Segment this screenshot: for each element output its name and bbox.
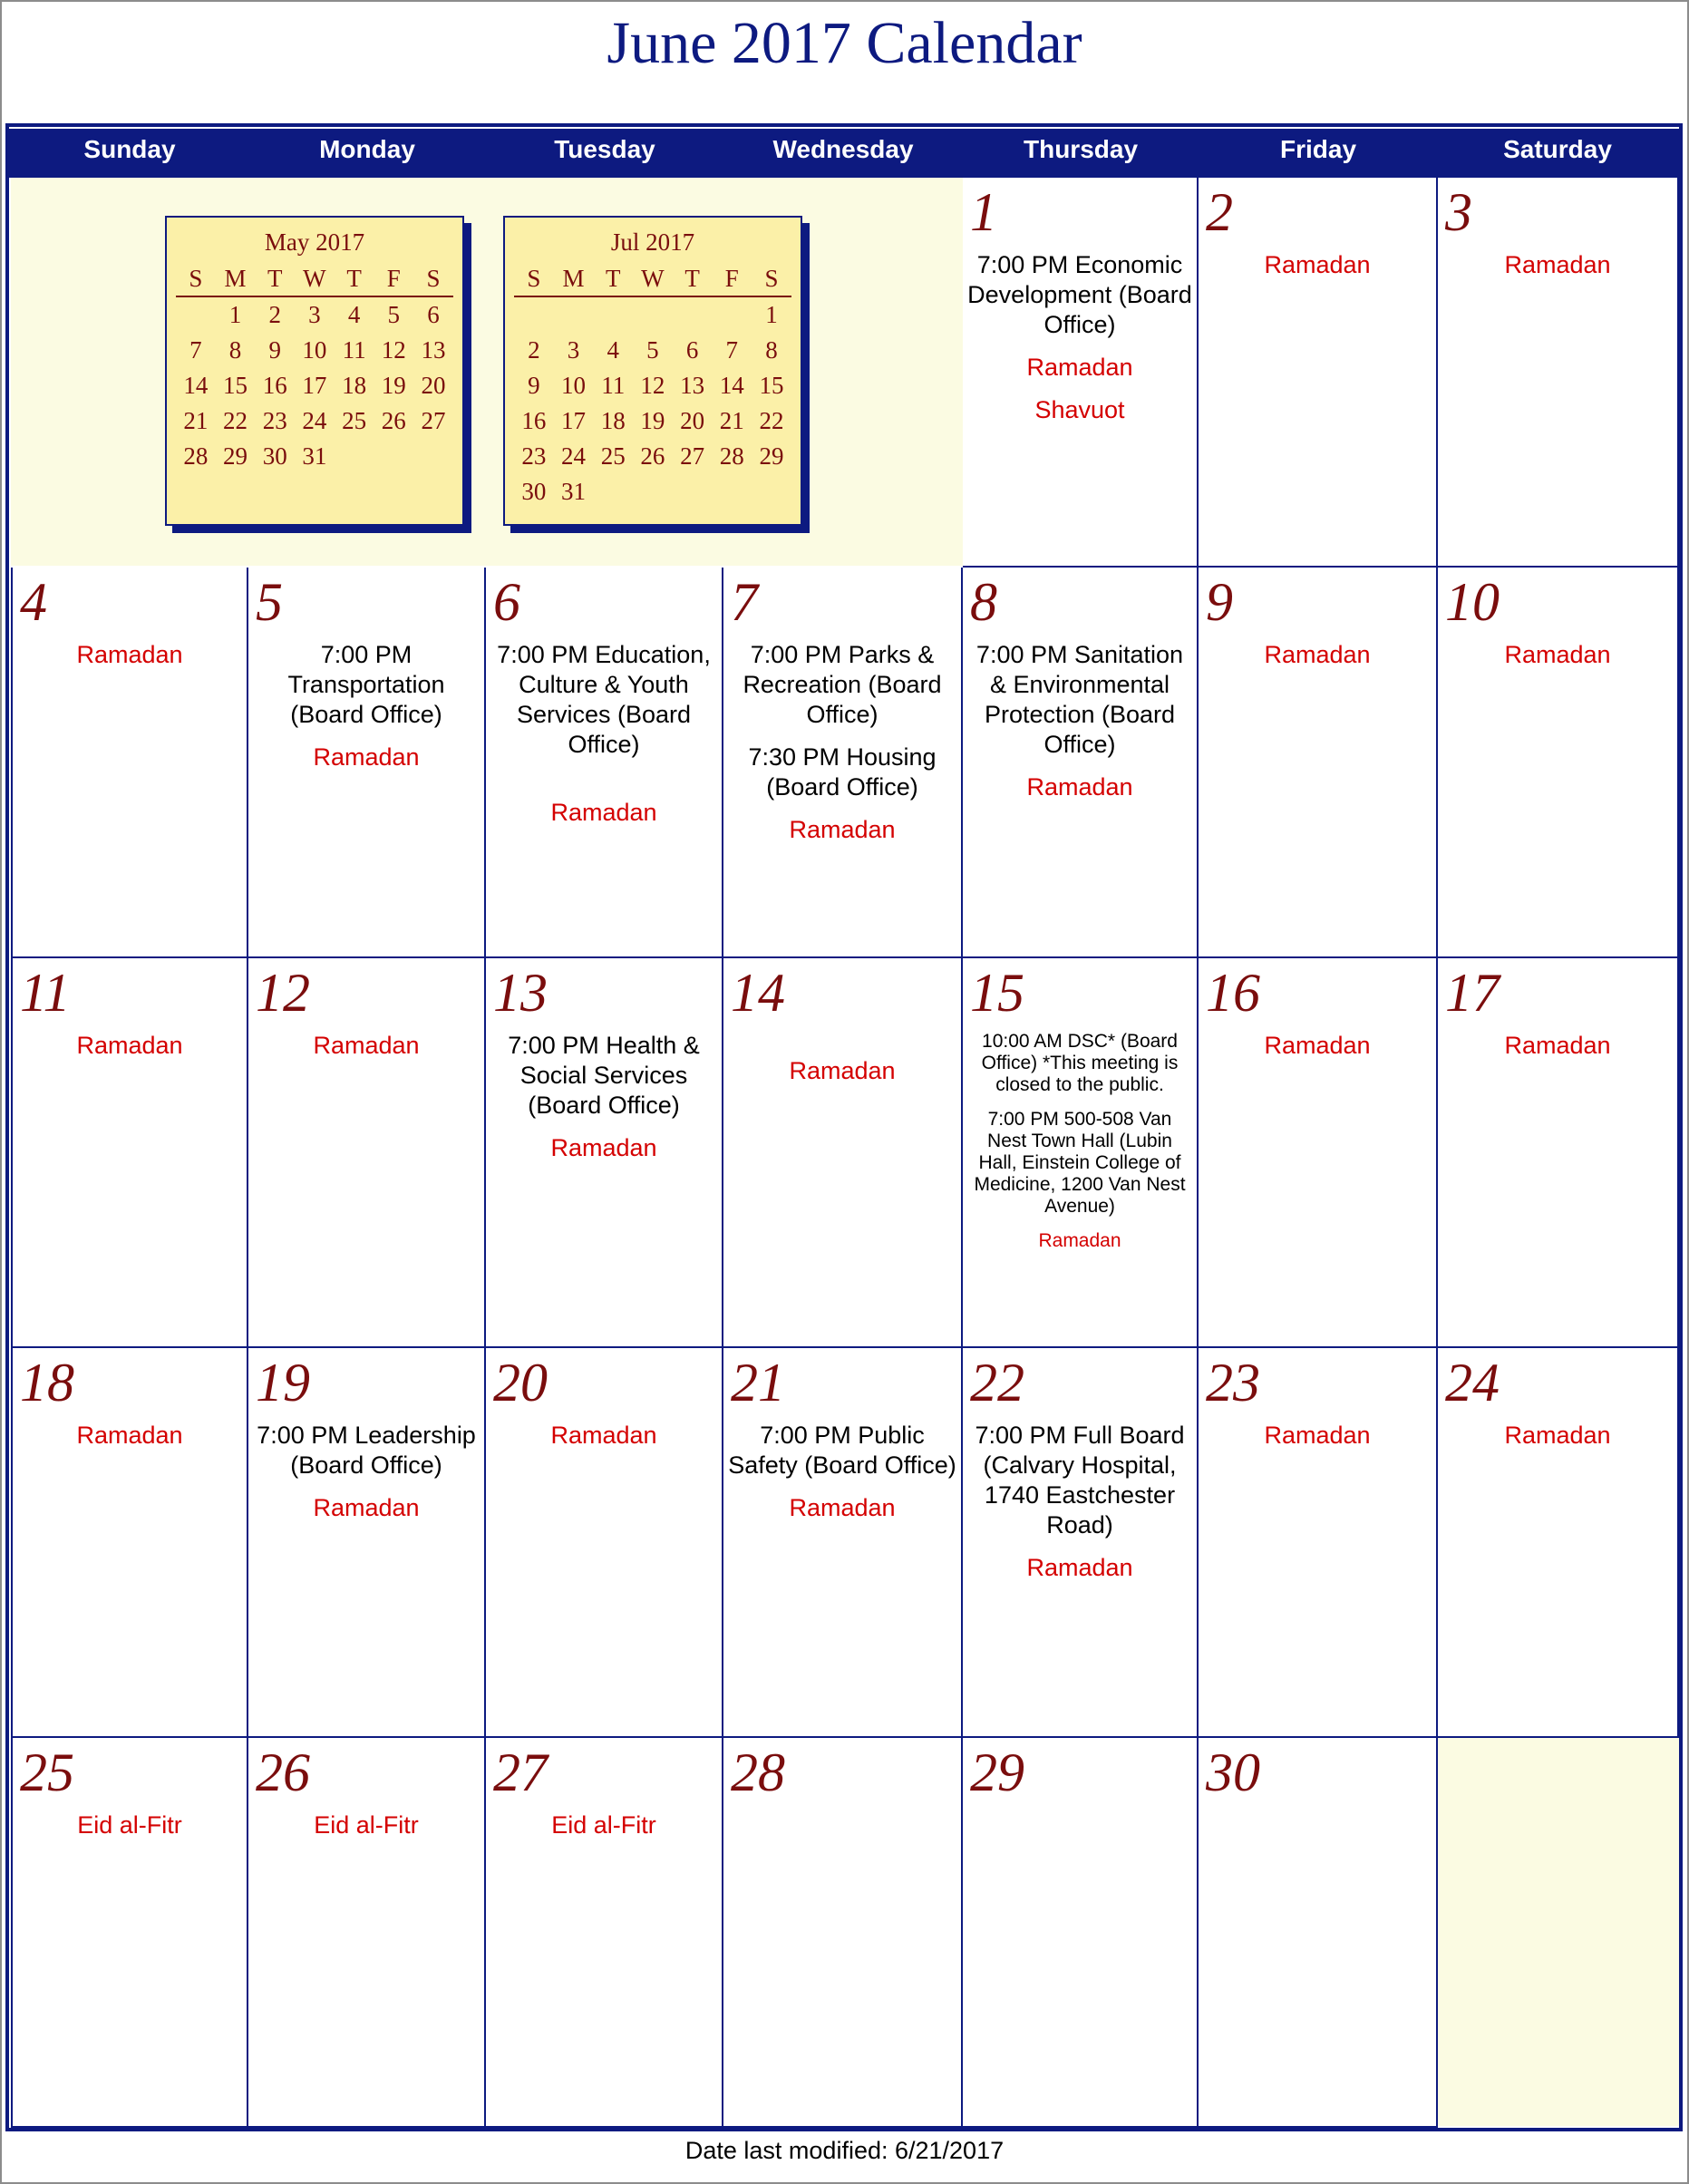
mini-calendar-day: 8 [765, 336, 778, 364]
mini-calendar-may [165, 216, 464, 526]
meeting-event[interactable]: 7:00 PM Education, Culture & Youth Services (Board Office) [497, 641, 711, 758]
meeting-event[interactable]: 7:00 PM Full Board (Calvary Hospital, 1740 Eastchester Road) [975, 1422, 1185, 1539]
mini-calendar-day: 24 [561, 442, 587, 470]
mini-calendar-day: 12 [640, 372, 665, 399]
mini-calendar-week [176, 297, 453, 333]
day-cell-8[interactable] [963, 568, 1199, 958]
mini-calendar-day: 6 [685, 336, 699, 364]
holiday-label: Eid al-Fitr [314, 1811, 419, 1839]
mini-calendar-day: 3 [567, 336, 580, 364]
mini-calendar-jul [503, 216, 802, 526]
day-number: 5 [256, 572, 283, 632]
mini-calendar-day: 21 [719, 407, 744, 434]
holiday-label: Ramadan [1264, 1422, 1371, 1449]
meeting-event[interactable]: 10:00 AM DSC* (Board Office) *This meeting is closed to the public. [981, 1031, 1179, 1095]
day-number: 27 [493, 1742, 548, 1802]
meeting-event[interactable]: 7:00 PM Parks & Recreation (Board Office) [743, 641, 942, 728]
weekday-thursday: Thursday [1023, 135, 1139, 163]
weekday-monday: Monday [319, 135, 415, 163]
day-number: 1 [970, 182, 997, 242]
holiday-label: Ramadan [313, 1494, 420, 1521]
mini-calendar-day: 2 [268, 301, 281, 328]
day-events [252, 640, 480, 785]
holiday-label: Ramadan [789, 816, 896, 843]
mini-calendar-day: 19 [381, 372, 406, 399]
mini-calendar-day: 31 [302, 442, 327, 470]
day-number: 8 [970, 572, 997, 632]
day-cell-20[interactable] [486, 1348, 723, 1738]
mini-calendar-day: 29 [223, 442, 248, 470]
mini-calendar-week [514, 403, 791, 439]
mini-calendar-day: 22 [759, 407, 784, 434]
holiday-label: Ramadan [76, 1422, 183, 1449]
mini-calendar-day: 26 [381, 407, 406, 434]
day-cell-16[interactable] [1199, 958, 1438, 1348]
day-cell-13[interactable] [486, 958, 723, 1348]
day-number: 28 [731, 1742, 785, 1802]
mini-calendar-day: 10 [302, 336, 327, 364]
day-number: 29 [970, 1742, 1024, 1802]
mini-calendar-day: 4 [347, 301, 361, 328]
mini-calendar-weekday: S [527, 265, 541, 292]
day-events [16, 640, 243, 683]
mini-calendar-week [176, 333, 453, 368]
mini-calendar-day: 23 [262, 407, 287, 434]
day-cell-7[interactable] [723, 568, 963, 958]
day-events [252, 1810, 480, 1853]
mini-calendar-day: 18 [342, 372, 367, 399]
mini-calendar-weekday: W [303, 265, 326, 292]
day-number: 25 [20, 1742, 74, 1802]
holiday-label: Eid al-Fitr [551, 1811, 656, 1839]
day-events [1441, 250, 1674, 293]
mini-calendar-week [514, 297, 791, 333]
holiday-label: Ramadan [1504, 641, 1611, 668]
mini-calendar-weekday: T [605, 265, 621, 292]
mini-calendar-day [374, 439, 413, 474]
mini-calendar-week [176, 368, 453, 403]
mini-calendar-day [712, 474, 752, 510]
mini-calendar-weekday: M [562, 265, 585, 292]
mini-calendar-day: 7 [725, 336, 739, 364]
day-events [490, 1421, 718, 1463]
day-events [16, 1421, 243, 1463]
day-number: 20 [493, 1353, 548, 1412]
holiday-label: Ramadan [1264, 641, 1371, 668]
mini-calendar-day: 10 [561, 372, 587, 399]
weekday-saturday: Saturday [1503, 135, 1612, 163]
empty-week-shade [11, 178, 963, 566]
weekday-tuesday: Tuesday [554, 135, 655, 163]
mini-calendar-day: 1 [228, 301, 242, 328]
day-number: 15 [970, 963, 1024, 1023]
mini-calendar-day: 6 [427, 301, 440, 328]
mini-calendar-weekday: W [641, 265, 665, 292]
mini-calendar-day: 11 [601, 372, 626, 399]
mini-calendar-day: 22 [223, 407, 248, 434]
mini-calendar-day: 28 [719, 442, 744, 470]
day-number: 9 [1206, 572, 1233, 632]
mini-calendar-day [593, 474, 633, 510]
day-number: 30 [1206, 1742, 1260, 1802]
mini-calendar-day: 23 [521, 442, 547, 470]
day-cell-14[interactable] [723, 958, 963, 1348]
mini-calendar-day: 14 [719, 372, 744, 399]
mini-calendar-day: 13 [421, 336, 446, 364]
holiday-label: Ramadan [313, 1032, 420, 1059]
day-number: 18 [20, 1353, 74, 1412]
mini-calendar-day: 1 [765, 301, 778, 328]
meeting-event[interactable]: 7:30 PM Housing (Board Office) [748, 743, 937, 801]
day-cell-30[interactable] [1199, 1738, 1438, 2128]
day-cell-22[interactable] [963, 1348, 1199, 1738]
mini-calendar-weekday: F [724, 265, 739, 292]
mini-calendar-day: 21 [183, 407, 209, 434]
mini-calendar-day: 3 [308, 301, 321, 328]
mini-calendar-day: 16 [262, 372, 287, 399]
mini-calendar-day: 2 [528, 336, 540, 364]
day-events [727, 640, 957, 858]
day-cell-26[interactable] [248, 1738, 486, 2128]
mini-calendar-day: 29 [759, 442, 784, 470]
meeting-event[interactable]: 7:00 PM Economic Development (Board Office) [967, 251, 1192, 338]
day-events [1202, 1031, 1432, 1073]
holiday-label: Ramadan [550, 1134, 657, 1161]
day-cell-2[interactable] [1199, 178, 1438, 568]
last-modified-footer: Date last modified: 6/21/2017 [684, 2137, 1005, 2164]
holiday-label: Ramadan [1264, 251, 1371, 278]
day-cell-4[interactable] [11, 568, 248, 958]
mini-calendar-day: 7 [189, 336, 202, 364]
holiday-label: Ramadan [550, 1422, 657, 1449]
day-events [727, 1031, 957, 1099]
day-cell-5[interactable] [248, 568, 486, 958]
day-events [1202, 250, 1432, 293]
day-events [16, 1031, 243, 1073]
day-number: 6 [493, 572, 520, 632]
day-number: 3 [1445, 182, 1472, 242]
mini-calendar-day [673, 474, 713, 510]
mini-calendar-day: 18 [600, 407, 626, 434]
day-cell-18[interactable] [11, 1348, 248, 1738]
spacer [727, 1031, 957, 1056]
mini-calendar-day: 25 [600, 442, 626, 470]
mini-calendar-week [176, 403, 453, 439]
day-cell-9[interactable] [1199, 568, 1438, 958]
day-cell-1[interactable] [963, 178, 1199, 568]
mini-calendar-weekday-row [176, 261, 453, 297]
holiday-label: Eid al-Fitr [77, 1811, 182, 1839]
day-events [727, 1421, 957, 1536]
mini-calendar-day: 9 [268, 336, 281, 364]
mini-calendar-day [673, 297, 713, 333]
mini-calendar-day: 31 [561, 478, 587, 505]
day-cell-23[interactable] [1199, 1348, 1438, 1738]
mini-calendar-day: 25 [342, 407, 367, 434]
mini-calendar-weekday: S [764, 265, 779, 292]
mini-calendar-day: 20 [680, 407, 705, 434]
day-cell-27[interactable] [486, 1738, 723, 2128]
empty-saturday-shade [1438, 1738, 1679, 2126]
mini-calendar-day: 17 [561, 407, 587, 434]
day-cell-10[interactable] [1438, 568, 1679, 958]
mini-calendar-week [176, 439, 453, 474]
mini-calendar-day: 30 [521, 478, 547, 505]
mini-calendar-day: 12 [381, 336, 406, 364]
page-title: June 2017 Calendar [607, 10, 1082, 76]
holiday-label: Ramadan [789, 1494, 896, 1521]
mini-calendar-weekday-row [514, 261, 791, 297]
day-number: 19 [256, 1353, 310, 1412]
weekday-friday: Friday [1279, 135, 1357, 163]
mini-calendar-day [712, 297, 752, 333]
holiday-label: Ramadan [550, 799, 657, 826]
day-number: 17 [1445, 963, 1500, 1023]
day-events [966, 1421, 1193, 1596]
day-cell-25[interactable] [11, 1738, 248, 2128]
mini-calendar-day: 14 [183, 372, 209, 399]
mini-calendar-day: 9 [528, 372, 540, 399]
mini-calendar-day [633, 474, 673, 510]
day-cell-11[interactable] [11, 958, 248, 1348]
day-cell-24[interactable] [1438, 1348, 1679, 1738]
mini-calendar-day: 5 [387, 301, 401, 328]
mini-calendar-week [514, 439, 791, 474]
mini-calendar-day: 11 [342, 336, 366, 364]
holiday-label: Ramadan [1038, 1230, 1121, 1251]
mini-calendar-weekday: S [189, 265, 203, 292]
mini-calendar-day: 20 [421, 372, 446, 399]
holiday-label: Ramadan [76, 1032, 183, 1059]
mini-calendar-day: 4 [607, 336, 619, 364]
day-number: 7 [731, 572, 758, 632]
day-cell-21[interactable] [723, 1348, 963, 1738]
day-events [1441, 1031, 1674, 1073]
meeting-event[interactable]: 7:00 PM Public Safety (Board Office) [728, 1422, 956, 1479]
holiday-label: Ramadan [1026, 773, 1133, 801]
holiday-label: Ramadan [1504, 251, 1611, 278]
holiday-label: Ramadan [313, 743, 420, 771]
holiday-label: Ramadan [1026, 1554, 1133, 1581]
mini-calendar-week [514, 333, 791, 368]
holiday-label: Ramadan [1026, 354, 1133, 381]
mini-calendar-weekday: F [386, 265, 401, 292]
mini-calendar-week [514, 368, 791, 403]
day-events [1441, 1421, 1674, 1463]
mini-calendar-day [176, 297, 216, 333]
day-events [1202, 640, 1432, 683]
mini-calendar-day [633, 297, 673, 333]
day-events [966, 250, 1193, 438]
mini-calendar-day [554, 297, 594, 333]
day-events [1441, 640, 1674, 683]
day-cell-6[interactable] [486, 568, 723, 958]
weekday-header [7, 129, 1681, 178]
day-cell-29[interactable] [963, 1738, 1199, 2128]
day-events [490, 1031, 718, 1176]
weekday-sunday: Sunday [83, 135, 176, 163]
day-number: 21 [731, 1353, 785, 1412]
day-cell-15[interactable] [963, 958, 1199, 1348]
mini-calendar-day: 15 [759, 372, 784, 399]
day-number: 16 [1206, 963, 1260, 1023]
meeting-event[interactable]: 7:00 PM Health & Social Services (Board Office) [508, 1032, 700, 1119]
mini-calendar-day [514, 297, 554, 333]
meeting-event[interactable]: 7:00 PM 500-508 Van Nest Town Hall (Lubin Hall, Einstein College of Medicine, 1200 Van Nest Avenue) [974, 1109, 1186, 1217]
day-cell-12[interactable] [248, 958, 486, 1348]
holiday-label: Ramadan [1504, 1422, 1611, 1449]
spacer [490, 772, 718, 798]
day-number: 24 [1445, 1353, 1500, 1412]
day-number: 4 [20, 572, 47, 632]
day-cell-19[interactable] [248, 1348, 486, 1738]
day-number: 26 [256, 1742, 310, 1802]
mini-calendar-weekday: T [346, 265, 362, 292]
mini-calendar-day: 19 [640, 407, 665, 434]
mini-calendar-day: 28 [183, 442, 209, 470]
mini-calendar-weekday: T [684, 265, 700, 292]
holiday-label: Shavuot [1034, 396, 1125, 423]
holiday-label: Ramadan [76, 641, 183, 668]
day-number: 22 [970, 1353, 1024, 1412]
mini-calendar-day: 15 [223, 372, 248, 399]
mini-calendar-day: 5 [646, 336, 659, 364]
mini-calendar-day [335, 439, 374, 474]
day-cell-3[interactable] [1438, 178, 1679, 568]
meeting-event[interactable]: 7:00 PM Leadership (Board Office) [257, 1422, 476, 1479]
day-events [252, 1031, 480, 1073]
day-events [966, 640, 1193, 815]
day-events [1202, 1421, 1432, 1463]
mini-calendar-day: 27 [421, 407, 446, 434]
holiday-label: Ramadan [1504, 1032, 1611, 1059]
mini-calendar-day: 26 [640, 442, 665, 470]
mini-calendar-day: 27 [680, 442, 705, 470]
mini-calendar-weekday: M [224, 265, 247, 292]
mini-calendar-day: 24 [302, 407, 327, 434]
mini-calendar-day: 17 [302, 372, 327, 399]
mini-calendar-day: 16 [521, 407, 547, 434]
day-events [490, 1810, 718, 1853]
mini-calendar-title: Jul 2017 [610, 228, 695, 256]
mini-calendar-week [514, 474, 791, 510]
day-cell-17[interactable] [1438, 958, 1679, 1348]
mini-calendar-day: 30 [262, 442, 287, 470]
meeting-event[interactable]: 7:00 PM Sanitation & Environmental Protection (Board Office) [976, 641, 1184, 758]
day-number: 23 [1206, 1353, 1260, 1412]
mini-calendar-weekday: S [426, 265, 441, 292]
holiday-label: Ramadan [1264, 1032, 1371, 1059]
mini-calendar-day: 13 [680, 372, 705, 399]
day-number: 13 [493, 963, 548, 1023]
mini-calendar-day [752, 474, 791, 510]
day-number: 14 [731, 963, 785, 1023]
day-events [966, 1031, 1193, 1265]
day-number: 10 [1445, 572, 1500, 632]
day-events [16, 1810, 243, 1853]
day-events [252, 1421, 480, 1536]
holiday-label: Ramadan [789, 1057, 896, 1084]
weekday-wednesday: Wednesday [772, 135, 914, 163]
day-cell-28[interactable] [723, 1738, 963, 2128]
day-events [490, 640, 718, 840]
meeting-event[interactable]: 7:00 PM Transportation (Board Office) [287, 641, 445, 728]
mini-calendar-title: May 2017 [264, 228, 365, 256]
mini-calendar-day [593, 297, 633, 333]
mini-calendar-weekday: T [267, 265, 283, 292]
day-number: 11 [20, 963, 71, 1023]
day-number: 2 [1206, 182, 1233, 242]
mini-calendar-day [413, 439, 453, 474]
day-number: 12 [256, 963, 310, 1023]
mini-calendar-day: 8 [228, 336, 242, 364]
